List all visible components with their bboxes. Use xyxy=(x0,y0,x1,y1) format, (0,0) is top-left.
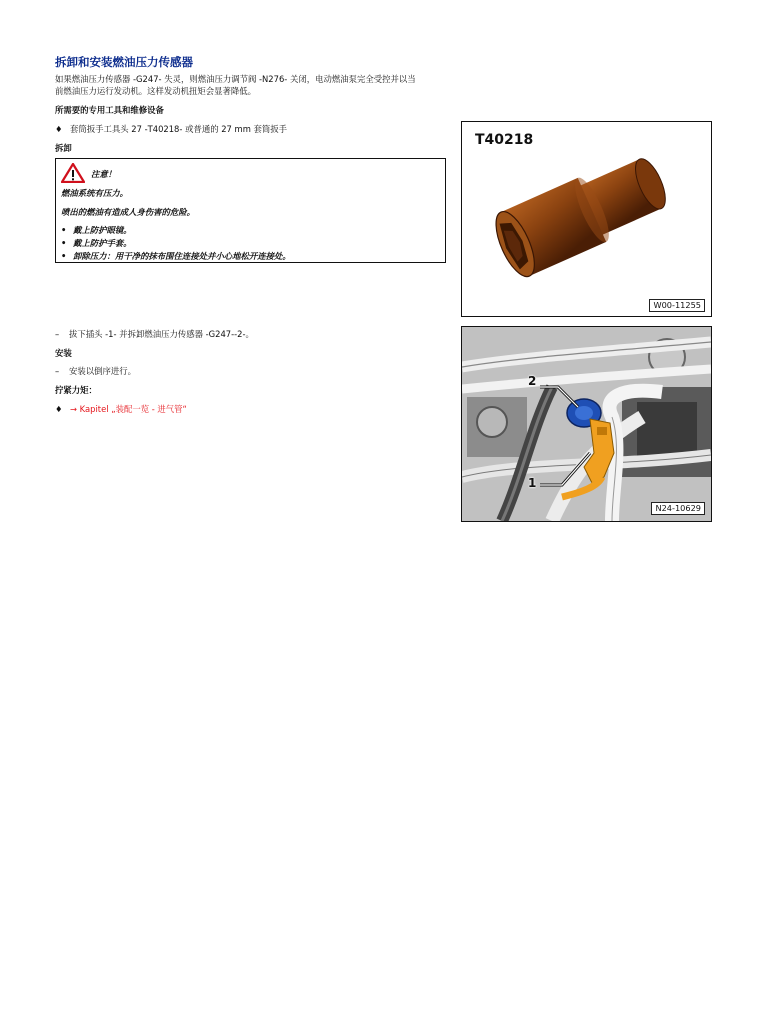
bullet-diamond-icon: ♦ xyxy=(55,404,63,414)
intro-line-1: 如果燃油压力传感器 -G247- 失灵，则燃油压力调节阀 -N276- 关闭，电动燃油泵完全受控并以当 xyxy=(55,74,416,84)
tools-heading: 所需要的专用工具和维修设备 xyxy=(55,105,164,115)
remove-step-text: 拔下插头 -1- 并拆卸燃油压力传感器 -G247--2-。 xyxy=(69,329,254,339)
intro-line-2: 前燃油压力运行发动机。这样发动机扭矩会显著降低。 xyxy=(55,85,256,96)
intro-paragraph xyxy=(55,74,455,97)
caution-bullet-2: • 戴上防护手套。 xyxy=(61,238,132,248)
step-dash: – xyxy=(55,366,60,376)
tool-list-item xyxy=(55,123,287,135)
page-title: 拆卸和安装燃油压力传感器 xyxy=(55,55,193,69)
install-step xyxy=(55,365,136,377)
torque-link-row[interactable] xyxy=(55,403,187,415)
torque-link[interactable]: → Kapitel „装配一览 - 进气管“ xyxy=(70,404,187,414)
install-heading: 安装 xyxy=(55,348,72,358)
torque-heading: 拧紧力矩： xyxy=(55,385,97,395)
tool-item-text: 套筒扳手工具头 27 -T40218- 或普通的 27 mm 套筒扳手 xyxy=(70,124,288,134)
bullet-diamond-icon: ♦ xyxy=(55,124,63,134)
caution-line-1: 燃油系统有压力。 xyxy=(61,188,128,198)
tool-figure xyxy=(461,121,712,317)
tool-figure-label: T40218 xyxy=(475,132,534,148)
warning-triangle-icon xyxy=(61,163,85,183)
engine-illustration xyxy=(462,327,711,521)
caution-heading: 注意！ xyxy=(91,169,117,179)
install-step-text: 安装以倒序进行。 xyxy=(69,366,136,376)
caution-line-2: 喷出的燃油有造成人身伤害的危险。 xyxy=(61,207,195,217)
caution-bullet-1: • 戴上防护眼镜。 xyxy=(61,225,132,235)
callout-2: 2 xyxy=(528,374,537,388)
callout-1: 1 xyxy=(528,476,537,490)
engine-figure xyxy=(461,326,712,522)
figure-code: N24-10629 xyxy=(651,502,705,515)
remove-step xyxy=(55,328,254,340)
figure-code: W00-11255 xyxy=(649,299,705,312)
caution-bullet-3: • 卸除压力：用干净的抹布围住连接处并小心地松开连接处。 xyxy=(61,251,291,261)
caution-box xyxy=(55,158,446,263)
remove-heading: 拆卸 xyxy=(55,143,72,153)
socket-tool-illustration xyxy=(462,122,711,316)
step-dash: – xyxy=(55,329,60,339)
